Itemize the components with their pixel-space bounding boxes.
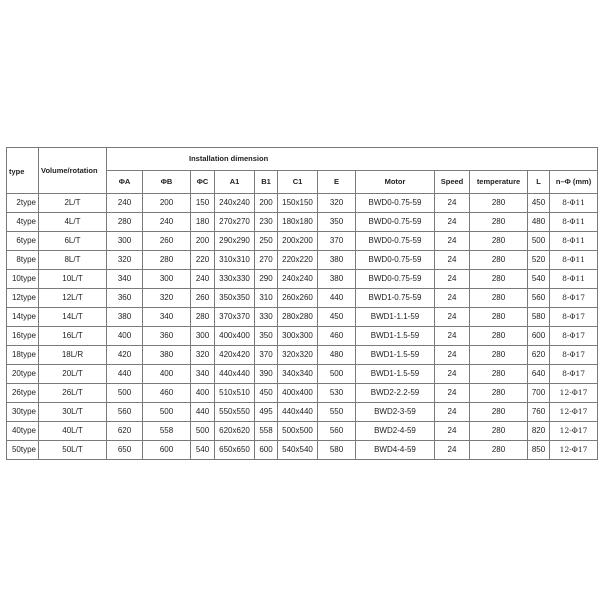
cell-motor: BWD2-2.2-59 xyxy=(356,384,435,403)
cell-type: 20type xyxy=(7,365,39,384)
cell-speed: 24 xyxy=(435,327,470,346)
cell-speed: 24 xyxy=(435,232,470,251)
cell-volume: 10L/T xyxy=(39,270,107,289)
cell-c1: 440x440 xyxy=(278,403,318,422)
cell-motor: BWD4-4-59 xyxy=(356,441,435,460)
cell-fc: 300 xyxy=(191,327,215,346)
cell-fc: 540 xyxy=(191,441,215,460)
cell-motor: BWD1-0.75-59 xyxy=(356,289,435,308)
cell-e: 380 xyxy=(318,270,356,289)
cell-n-phi: 8-Φ11 xyxy=(550,251,598,270)
cell-fa: 320 xyxy=(107,251,143,270)
cell-type: 2type xyxy=(7,194,39,213)
cell-speed: 24 xyxy=(435,403,470,422)
cell-a1: 420x420 xyxy=(215,346,255,365)
cell-fb: 360 xyxy=(143,327,191,346)
cell-fa: 560 xyxy=(107,403,143,422)
cell-e: 320 xyxy=(318,194,356,213)
cell-l: 850 xyxy=(528,441,550,460)
cell-motor: BWD0-0.75-59 xyxy=(356,232,435,251)
cell-a1: 240x240 xyxy=(215,194,255,213)
cell-b1: 310 xyxy=(255,289,278,308)
cell-fa: 280 xyxy=(107,213,143,232)
cell-b1: 230 xyxy=(255,213,278,232)
cell-temperature: 280 xyxy=(470,384,528,403)
cell-temperature: 280 xyxy=(470,194,528,213)
cell-motor: BWD0-0.75-59 xyxy=(356,251,435,270)
cell-fa: 400 xyxy=(107,327,143,346)
cell-type: 26type xyxy=(7,384,39,403)
header-fc: ΦC xyxy=(191,171,215,194)
cell-volume: 14L/T xyxy=(39,308,107,327)
cell-fc: 340 xyxy=(191,365,215,384)
cell-e: 480 xyxy=(318,346,356,365)
cell-volume: 12L/T xyxy=(39,289,107,308)
cell-type: 4type xyxy=(7,213,39,232)
cell-l: 500 xyxy=(528,232,550,251)
table-row xyxy=(7,346,598,365)
cell-speed: 24 xyxy=(435,441,470,460)
cell-e: 370 xyxy=(318,232,356,251)
cell-speed: 24 xyxy=(435,213,470,232)
cell-l: 700 xyxy=(528,384,550,403)
header-fb: ΦB xyxy=(143,171,191,194)
cell-motor: BWD1-1.5-59 xyxy=(356,346,435,365)
cell-temperature: 280 xyxy=(470,289,528,308)
cell-motor: BWD2-4-59 xyxy=(356,422,435,441)
cell-motor: BWD2-3-59 xyxy=(356,403,435,422)
cell-a1: 330x330 xyxy=(215,270,255,289)
cell-fb: 260 xyxy=(143,232,191,251)
cell-e: 460 xyxy=(318,327,356,346)
cell-c1: 240x240 xyxy=(278,270,318,289)
cell-a1: 440x440 xyxy=(215,365,255,384)
cell-e: 560 xyxy=(318,422,356,441)
cell-fa: 420 xyxy=(107,346,143,365)
cell-speed: 24 xyxy=(435,270,470,289)
cell-b1: 558 xyxy=(255,422,278,441)
header-c1: C1 xyxy=(278,171,318,194)
cell-fc: 240 xyxy=(191,270,215,289)
cell-c1: 500x500 xyxy=(278,422,318,441)
cell-speed: 24 xyxy=(435,194,470,213)
cell-e: 580 xyxy=(318,441,356,460)
cell-fc: 180 xyxy=(191,213,215,232)
cell-a1: 310x310 xyxy=(215,251,255,270)
header-fa: ΦA xyxy=(107,171,143,194)
cell-c1: 180x180 xyxy=(278,213,318,232)
cell-type: 50type xyxy=(7,441,39,460)
table-row xyxy=(7,289,598,308)
cell-c1: 320x320 xyxy=(278,346,318,365)
table-row xyxy=(7,213,598,232)
cell-fb: 320 xyxy=(143,289,191,308)
cell-a1: 370x370 xyxy=(215,308,255,327)
cell-type: 40type xyxy=(7,422,39,441)
table-row xyxy=(7,384,598,403)
cell-fc: 440 xyxy=(191,403,215,422)
cell-speed: 24 xyxy=(435,251,470,270)
cell-c1: 220x220 xyxy=(278,251,318,270)
cell-fc: 220 xyxy=(191,251,215,270)
cell-n-phi: 8-Φ17 xyxy=(550,289,598,308)
cell-fa: 380 xyxy=(107,308,143,327)
cell-n-phi: 8-Φ17 xyxy=(550,365,598,384)
header-row-group xyxy=(7,148,598,171)
cell-type: 16type xyxy=(7,327,39,346)
cell-n-phi: 8-Φ11 xyxy=(550,213,598,232)
cell-n-phi: 12-Φ17 xyxy=(550,384,598,403)
cell-l: 620 xyxy=(528,346,550,365)
cell-c1: 300x300 xyxy=(278,327,318,346)
cell-type: 6type xyxy=(7,232,39,251)
cell-a1: 350x350 xyxy=(215,289,255,308)
cell-motor: BWD1-1.5-59 xyxy=(356,365,435,384)
cell-e: 380 xyxy=(318,251,356,270)
cell-fc: 150 xyxy=(191,194,215,213)
cell-speed: 24 xyxy=(435,422,470,441)
cell-l: 600 xyxy=(528,327,550,346)
cell-volume: 16L/T xyxy=(39,327,107,346)
cell-volume: 40L/T xyxy=(39,422,107,441)
header-n-phi: n–Φ (mm) xyxy=(550,171,598,194)
cell-fa: 300 xyxy=(107,232,143,251)
cell-a1: 620x620 xyxy=(215,422,255,441)
header-l: L xyxy=(528,171,550,194)
cell-fc: 320 xyxy=(191,346,215,365)
cell-volume: 8L/T xyxy=(39,251,107,270)
cell-b1: 390 xyxy=(255,365,278,384)
cell-b1: 290 xyxy=(255,270,278,289)
cell-e: 530 xyxy=(318,384,356,403)
cell-e: 550 xyxy=(318,403,356,422)
cell-a1: 650x650 xyxy=(215,441,255,460)
cell-temperature: 280 xyxy=(470,441,528,460)
cell-fb: 380 xyxy=(143,346,191,365)
cell-volume: 6L/T xyxy=(39,232,107,251)
cell-c1: 150x150 xyxy=(278,194,318,213)
cell-fa: 440 xyxy=(107,365,143,384)
cell-fc: 280 xyxy=(191,308,215,327)
header-temperature: temperature xyxy=(470,171,528,194)
cell-volume: 20L/T xyxy=(39,365,107,384)
table-row xyxy=(7,308,598,327)
cell-temperature: 280 xyxy=(470,365,528,384)
cell-n-phi: 8-Φ11 xyxy=(550,270,598,289)
cell-type: 18type xyxy=(7,346,39,365)
cell-l: 820 xyxy=(528,422,550,441)
cell-c1: 400x400 xyxy=(278,384,318,403)
cell-motor: BWD0-0.75-59 xyxy=(356,194,435,213)
specification-table xyxy=(6,147,598,460)
table-row xyxy=(7,232,598,251)
cell-a1: 400x400 xyxy=(215,327,255,346)
cell-speed: 24 xyxy=(435,384,470,403)
cell-fa: 620 xyxy=(107,422,143,441)
cell-b1: 200 xyxy=(255,194,278,213)
header-motor: Motor xyxy=(356,171,435,194)
cell-volume: 4L/T xyxy=(39,213,107,232)
cell-l: 520 xyxy=(528,251,550,270)
cell-c1: 280x280 xyxy=(278,308,318,327)
header-speed: Speed xyxy=(435,171,470,194)
cell-b1: 250 xyxy=(255,232,278,251)
cell-e: 440 xyxy=(318,289,356,308)
cell-fc: 500 xyxy=(191,422,215,441)
cell-type: 14type xyxy=(7,308,39,327)
cell-fa: 240 xyxy=(107,194,143,213)
cell-fb: 280 xyxy=(143,251,191,270)
cell-fb: 240 xyxy=(143,213,191,232)
cell-volume: 2L/T xyxy=(39,194,107,213)
cell-a1: 550x550 xyxy=(215,403,255,422)
cell-n-phi: 8-Φ11 xyxy=(550,194,598,213)
cell-a1: 510x510 xyxy=(215,384,255,403)
header-b1: B1 xyxy=(255,171,278,194)
cell-temperature: 280 xyxy=(470,403,528,422)
cell-temperature: 280 xyxy=(470,213,528,232)
table-row xyxy=(7,365,598,384)
cell-e: 500 xyxy=(318,365,356,384)
table-row xyxy=(7,270,598,289)
header-e: E xyxy=(318,171,356,194)
cell-l: 480 xyxy=(528,213,550,232)
cell-fb: 200 xyxy=(143,194,191,213)
cell-speed: 24 xyxy=(435,365,470,384)
cell-b1: 370 xyxy=(255,346,278,365)
cell-temperature: 280 xyxy=(470,251,528,270)
cell-temperature: 280 xyxy=(470,270,528,289)
cell-temperature: 280 xyxy=(470,232,528,251)
cell-temperature: 280 xyxy=(470,422,528,441)
cell-b1: 330 xyxy=(255,308,278,327)
cell-volume: 30L/T xyxy=(39,403,107,422)
cell-fb: 340 xyxy=(143,308,191,327)
cell-temperature: 280 xyxy=(470,308,528,327)
cell-c1: 540x540 xyxy=(278,441,318,460)
cell-n-phi: 12-Φ17 xyxy=(550,441,598,460)
cell-speed: 24 xyxy=(435,289,470,308)
cell-fa: 500 xyxy=(107,384,143,403)
cell-temperature: 280 xyxy=(470,346,528,365)
cell-l: 580 xyxy=(528,308,550,327)
cell-volume: 26L/T xyxy=(39,384,107,403)
cell-fb: 460 xyxy=(143,384,191,403)
cell-fa: 360 xyxy=(107,289,143,308)
cell-fa: 340 xyxy=(107,270,143,289)
cell-b1: 270 xyxy=(255,251,278,270)
cell-n-phi: 8-Φ17 xyxy=(550,308,598,327)
cell-speed: 24 xyxy=(435,346,470,365)
cell-volume: 50L/T xyxy=(39,441,107,460)
cell-l: 450 xyxy=(528,194,550,213)
table-row xyxy=(7,441,598,460)
cell-l: 640 xyxy=(528,365,550,384)
cell-l: 560 xyxy=(528,289,550,308)
cell-n-phi: 8-Φ11 xyxy=(550,232,598,251)
cell-motor: BWD1-1.1-59 xyxy=(356,308,435,327)
cell-fb: 558 xyxy=(143,422,191,441)
cell-speed: 24 xyxy=(435,308,470,327)
table-row xyxy=(7,422,598,441)
cell-motor: BWD1-1.5-59 xyxy=(356,327,435,346)
table-row xyxy=(7,327,598,346)
cell-n-phi: 12-Φ17 xyxy=(550,422,598,441)
table-row xyxy=(7,403,598,422)
cell-type: 30type xyxy=(7,403,39,422)
cell-fc: 200 xyxy=(191,232,215,251)
cell-motor: BWD0-0.75-59 xyxy=(356,270,435,289)
cell-fb: 300 xyxy=(143,270,191,289)
cell-fb: 600 xyxy=(143,441,191,460)
cell-l: 760 xyxy=(528,403,550,422)
cell-e: 350 xyxy=(318,213,356,232)
cell-b1: 600 xyxy=(255,441,278,460)
cell-c1: 260x260 xyxy=(278,289,318,308)
cell-b1: 450 xyxy=(255,384,278,403)
cell-n-phi: 8-Φ17 xyxy=(550,327,598,346)
cell-fc: 260 xyxy=(191,289,215,308)
cell-a1: 290x290 xyxy=(215,232,255,251)
cell-fc: 400 xyxy=(191,384,215,403)
cell-b1: 350 xyxy=(255,327,278,346)
header-type: type xyxy=(7,148,39,194)
table-row xyxy=(7,251,598,270)
cell-n-phi: 8-Φ17 xyxy=(550,346,598,365)
cell-fb: 500 xyxy=(143,403,191,422)
header-volume: Volume/rotation xyxy=(39,148,107,194)
table-row xyxy=(7,194,598,213)
header-a1: A1 xyxy=(215,171,255,194)
cell-a1: 270x270 xyxy=(215,213,255,232)
cell-fa: 650 xyxy=(107,441,143,460)
cell-n-phi: 12-Φ17 xyxy=(550,403,598,422)
cell-e: 450 xyxy=(318,308,356,327)
cell-type: 8type xyxy=(7,251,39,270)
cell-motor: BWD0-0.75-59 xyxy=(356,213,435,232)
cell-type: 12type xyxy=(7,289,39,308)
cell-l: 540 xyxy=(528,270,550,289)
header-installation-dimension: Installation dimension xyxy=(107,148,598,171)
cell-volume: 18L/R xyxy=(39,346,107,365)
cell-c1: 200x200 xyxy=(278,232,318,251)
cell-type: 10type xyxy=(7,270,39,289)
cell-b1: 495 xyxy=(255,403,278,422)
cell-temperature: 280 xyxy=(470,327,528,346)
cell-c1: 340x340 xyxy=(278,365,318,384)
cell-fb: 400 xyxy=(143,365,191,384)
